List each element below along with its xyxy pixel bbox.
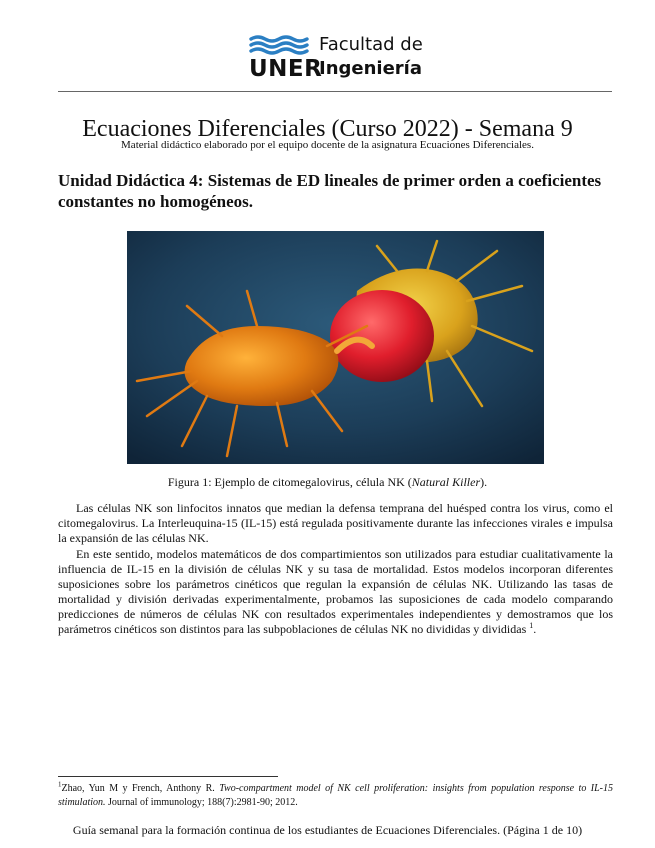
logo-uner-text: UNER bbox=[249, 56, 323, 82]
caption-suffix: ). bbox=[480, 475, 488, 489]
footnote-journal: Journal of immunology; 188(7):2981-90; 2012. bbox=[105, 797, 298, 808]
caption-italic: Natural Killer bbox=[411, 475, 481, 489]
paragraph-2-text: En este sentido, modelos matemáticos de dos compartimientos son utilizados para estudiar cualitativamente la influencia de IL-15 en la división de células NK y su tasa de mortalidad. Estos modelos incorporan diferentes suposiciones sobre los parámetros cinéticos que regulan la expansión de células NK. Utilizando las tasas de mortalidad y división derivadas experimentalmente, probamos las suposiciones de cada modelo comparando predicciones de números de células NK con resultados experimentales independientes y demostramos que los parámetros cinéticos son distintos para las subpoblaciones de células NK no divididas y divididas bbox=[58, 547, 613, 636]
caption-prefix: Figura 1: Ejemplo de citomegalovirus, célula NK ( bbox=[167, 475, 412, 489]
footnote bbox=[58, 782, 613, 810]
nk-cell-figure bbox=[127, 231, 544, 464]
figure-caption bbox=[0, 475, 655, 490]
page-footer: Guía semanal para la formación continua de los estudiantes de Ecuaciones Diferenciales. (Página 1 de 10) bbox=[72, 823, 583, 837]
nk-cell-image bbox=[127, 231, 544, 464]
body-text bbox=[58, 501, 613, 637]
waves-icon bbox=[249, 34, 311, 56]
paragraph-2 bbox=[58, 547, 613, 637]
document-subtitle: Material didáctico elaborado por el equipo docente de la asignatura Ecuaciones Diferenciales. bbox=[121, 139, 534, 151]
uner-logo bbox=[249, 32, 424, 82]
footnote-divider bbox=[58, 776, 278, 777]
header-divider bbox=[58, 91, 612, 92]
unit-heading: Unidad Didáctica 4: Sistemas de ED lineales de primer orden a coeficientes constantes no homogéneos. bbox=[58, 171, 602, 211]
logo-faculty-line2: Ingeniería bbox=[319, 58, 422, 79]
paragraph-2-end: . bbox=[533, 622, 537, 636]
footnote-title: Two-compartment model of NK cell proliferation: insights from population response to IL-15 stimulation. bbox=[58, 783, 613, 808]
logo-faculty-line1: Facultad de bbox=[319, 34, 423, 55]
footnote-mark: 1 bbox=[58, 780, 62, 789]
document-title: Ecuaciones Diferenciales (Curso 2022) - Semana 9 bbox=[82, 116, 573, 142]
paragraph-1: Las células NK son linfocitos innatos que median la defensa temprana del huésped contra los virus, como el citomegalovirus. La Interleuquina-15 (IL-15) está regulada positivamente durante las infecciones virales e impulsa la expansión de las células NK. bbox=[58, 501, 613, 545]
footnote-authors: Zhao, Yun M y French, Anthony R. bbox=[61, 783, 220, 794]
footnote-ref[interactable]: 1 bbox=[529, 621, 534, 630]
